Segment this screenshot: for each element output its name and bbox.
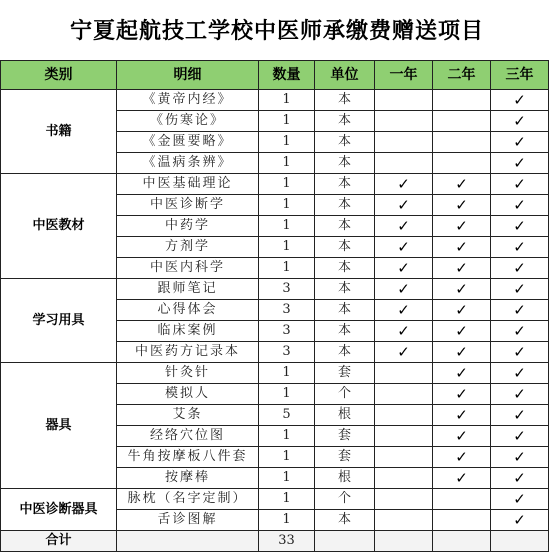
check-icon: ✓: [397, 175, 410, 193]
unit-cell: 本: [315, 258, 375, 279]
total-label-cell: 合计: [1, 531, 117, 552]
year-2-cell: [433, 132, 491, 153]
year-3-cell: [491, 258, 549, 279]
quantity-cell: 1: [259, 195, 315, 216]
year-1-cell: [375, 132, 433, 153]
year-2-cell: [433, 447, 491, 468]
unit-cell: 本: [315, 510, 375, 531]
unit-cell: 本: [315, 237, 375, 258]
check-icon: ✓: [513, 196, 526, 214]
quantity-cell: 1: [259, 174, 315, 195]
item-name-cell: 中医内科学: [117, 258, 259, 279]
year-2-cell: [433, 111, 491, 132]
page-title: 宁夏起航技工学校中医师承缴费赠送项目: [69, 18, 484, 44]
year-1-cell: [375, 300, 433, 321]
gift-items-table: [0, 60, 549, 552]
category-cell: 学习用具: [1, 279, 117, 363]
item-name-cell: 方剂学: [117, 237, 259, 258]
year-1-cell: [375, 426, 433, 447]
check-icon: ✓: [455, 406, 468, 424]
item-name-cell: 跟师笔记: [117, 279, 259, 300]
check-icon: ✓: [397, 217, 410, 235]
header-row: [1, 61, 549, 90]
year-1-cell: [375, 279, 433, 300]
year-3-cell: [491, 510, 549, 531]
unit-cell: 个: [315, 384, 375, 405]
check-icon: ✓: [513, 154, 526, 172]
check-icon: ✓: [455, 259, 468, 277]
quantity-cell: 1: [259, 384, 315, 405]
total-quantity-cell: 33: [259, 531, 315, 552]
year-3-cell: [491, 279, 549, 300]
unit-cell: 本: [315, 174, 375, 195]
check-icon: ✓: [455, 217, 468, 235]
year-1-cell: [375, 153, 433, 174]
check-icon: ✓: [397, 301, 410, 319]
year-1-cell: [375, 468, 433, 489]
check-icon: ✓: [455, 301, 468, 319]
year-3-cell: [491, 90, 549, 111]
check-icon: ✓: [513, 280, 526, 298]
unit-cell: 本: [315, 216, 375, 237]
year-3-cell: [491, 321, 549, 342]
year-3-cell: [491, 237, 549, 258]
check-icon: ✓: [513, 469, 526, 487]
year-3-cell: [491, 363, 549, 384]
year-2-cell: [433, 426, 491, 447]
table-row: [1, 90, 549, 111]
unit-cell: 根: [315, 405, 375, 426]
year-3-cell: [491, 174, 549, 195]
unit-cell: 根: [315, 468, 375, 489]
year-2-cell: [433, 300, 491, 321]
item-name-cell: 《金匮要略》: [117, 132, 259, 153]
year-2-cell: [433, 363, 491, 384]
check-icon: ✓: [455, 364, 468, 382]
year-3-cell: [491, 405, 549, 426]
item-name-cell: 《温病条辨》: [117, 153, 259, 174]
year-1-cell: [375, 489, 433, 510]
item-name-cell: 针灸针: [117, 363, 259, 384]
quantity-cell: 1: [259, 426, 315, 447]
check-icon: ✓: [397, 259, 410, 277]
quantity-cell: 1: [259, 111, 315, 132]
header-item: 明细: [117, 61, 259, 90]
table-row: [1, 279, 549, 300]
quantity-cell: 1: [259, 489, 315, 510]
quantity-cell: 1: [259, 258, 315, 279]
quantity-cell: 1: [259, 132, 315, 153]
year-1-cell: [375, 321, 433, 342]
year-2-cell: [433, 90, 491, 111]
year-3-cell: [491, 300, 549, 321]
header-year-1: 一年: [375, 61, 433, 90]
check-icon: ✓: [513, 301, 526, 319]
check-icon: ✓: [513, 406, 526, 424]
year-3-cell: [491, 153, 549, 174]
year-1-cell: [375, 510, 433, 531]
year-1-cell: [375, 405, 433, 426]
quantity-cell: 3: [259, 300, 315, 321]
check-icon: ✓: [397, 280, 410, 298]
year-3-cell: [491, 447, 549, 468]
item-name-cell: 模拟人: [117, 384, 259, 405]
year-2-cell: [433, 153, 491, 174]
check-icon: ✓: [397, 196, 410, 214]
check-icon: ✓: [513, 259, 526, 277]
check-icon: ✓: [455, 238, 468, 256]
year-2-cell: [433, 510, 491, 531]
year-2-cell: [433, 258, 491, 279]
quantity-cell: 3: [259, 279, 315, 300]
quantity-cell: 1: [259, 510, 315, 531]
category-cell: 书籍: [1, 90, 117, 174]
year-3-cell: [491, 111, 549, 132]
quantity-cell: 1: [259, 237, 315, 258]
year-2-cell: [433, 216, 491, 237]
unit-cell: 本: [315, 132, 375, 153]
item-name-cell: 中药学: [117, 216, 259, 237]
item-name-cell: 经络穴位图: [117, 426, 259, 447]
year-2-cell: [433, 195, 491, 216]
check-icon: ✓: [513, 217, 526, 235]
year-2-cell: [433, 174, 491, 195]
year-3-cell: [491, 489, 549, 510]
check-icon: ✓: [513, 133, 526, 151]
check-icon: ✓: [513, 175, 526, 193]
year-1-cell: [375, 216, 433, 237]
category-cell: 中医教材: [1, 174, 117, 279]
quantity-cell: 1: [259, 216, 315, 237]
unit-cell: 本: [315, 321, 375, 342]
unit-cell: 套: [315, 447, 375, 468]
year-3-cell: [491, 195, 549, 216]
year-1-cell: [375, 384, 433, 405]
item-name-cell: 中医诊断学: [117, 195, 259, 216]
year-2-cell: [433, 237, 491, 258]
unit-cell: 套: [315, 363, 375, 384]
check-icon: ✓: [455, 175, 468, 193]
total-blank-cell: [315, 531, 375, 552]
unit-cell: 本: [315, 342, 375, 363]
quantity-cell: 3: [259, 321, 315, 342]
header-year-2: 二年: [433, 61, 491, 90]
table-body: [1, 90, 549, 552]
year-1-cell: [375, 342, 433, 363]
item-name-cell: 中医药方记录本: [117, 342, 259, 363]
quantity-cell: 3: [259, 342, 315, 363]
year-3-cell: [491, 132, 549, 153]
year-3-cell: [491, 342, 549, 363]
quantity-cell: 5: [259, 405, 315, 426]
header-unit: 单位: [315, 61, 375, 90]
year-2-cell: [433, 489, 491, 510]
unit-cell: 本: [315, 195, 375, 216]
check-icon: ✓: [455, 343, 468, 361]
check-icon: ✓: [513, 112, 526, 130]
year-2-cell: [433, 468, 491, 489]
item-name-cell: 《伤寒论》: [117, 111, 259, 132]
year-2-cell: [433, 384, 491, 405]
table-row: [1, 174, 549, 195]
check-icon: ✓: [455, 427, 468, 445]
unit-cell: 本: [315, 153, 375, 174]
unit-cell: 个: [315, 489, 375, 510]
item-name-cell: 舌诊图解: [117, 510, 259, 531]
unit-cell: 本: [315, 300, 375, 321]
category-cell: 中医诊断器具: [1, 489, 117, 531]
year-3-cell: [491, 216, 549, 237]
item-name-cell: 临床案例: [117, 321, 259, 342]
unit-cell: 本: [315, 111, 375, 132]
total-row: [1, 531, 549, 552]
check-icon: ✓: [455, 448, 468, 466]
year-3-cell: [491, 468, 549, 489]
item-name-cell: 牛角按摩板八件套: [117, 447, 259, 468]
check-icon: ✓: [455, 322, 468, 340]
check-icon: ✓: [397, 343, 410, 361]
year-1-cell: [375, 111, 433, 132]
check-icon: ✓: [513, 91, 526, 109]
check-icon: ✓: [455, 196, 468, 214]
check-icon: ✓: [455, 280, 468, 298]
header-quantity: 数量: [259, 61, 315, 90]
year-3-cell: [491, 384, 549, 405]
year-1-cell: [375, 90, 433, 111]
table-row: [1, 363, 549, 384]
check-icon: ✓: [455, 469, 468, 487]
total-blank-cell: [433, 531, 491, 552]
header-year-3: 三年: [491, 61, 549, 90]
check-icon: ✓: [397, 322, 410, 340]
check-icon: ✓: [513, 364, 526, 382]
total-blank-cell: [375, 531, 433, 552]
total-blank-cell: [491, 531, 549, 552]
unit-cell: 本: [315, 279, 375, 300]
unit-cell: 本: [315, 90, 375, 111]
check-icon: ✓: [513, 385, 526, 403]
check-icon: ✓: [513, 343, 526, 361]
item-name-cell: 中医基础理论: [117, 174, 259, 195]
item-name-cell: 脉枕（名字定制）: [117, 489, 259, 510]
check-icon: ✓: [397, 238, 410, 256]
year-1-cell: [375, 237, 433, 258]
year-1-cell: [375, 174, 433, 195]
year-1-cell: [375, 258, 433, 279]
year-2-cell: [433, 279, 491, 300]
check-icon: ✓: [513, 448, 526, 466]
check-icon: ✓: [513, 511, 526, 529]
item-name-cell: 心得体会: [117, 300, 259, 321]
check-icon: ✓: [513, 490, 526, 508]
quantity-cell: 1: [259, 363, 315, 384]
quantity-cell: 1: [259, 90, 315, 111]
quantity-cell: 1: [259, 153, 315, 174]
unit-cell: 套: [315, 426, 375, 447]
header-category: 类别: [1, 61, 117, 90]
check-icon: ✓: [513, 322, 526, 340]
item-name-cell: 按摩棒: [117, 468, 259, 489]
year-1-cell: [375, 447, 433, 468]
check-icon: ✓: [513, 427, 526, 445]
check-icon: ✓: [455, 385, 468, 403]
category-cell: 器具: [1, 363, 117, 489]
year-2-cell: [433, 405, 491, 426]
total-blank-cell: [117, 531, 259, 552]
year-3-cell: [491, 426, 549, 447]
item-name-cell: 《黄帝内经》: [117, 90, 259, 111]
year-2-cell: [433, 342, 491, 363]
quantity-cell: 1: [259, 468, 315, 489]
table-row: [1, 489, 549, 510]
year-2-cell: [433, 321, 491, 342]
year-1-cell: [375, 363, 433, 384]
check-icon: ✓: [513, 238, 526, 256]
quantity-cell: 1: [259, 447, 315, 468]
item-name-cell: 艾条: [117, 405, 259, 426]
year-1-cell: [375, 195, 433, 216]
